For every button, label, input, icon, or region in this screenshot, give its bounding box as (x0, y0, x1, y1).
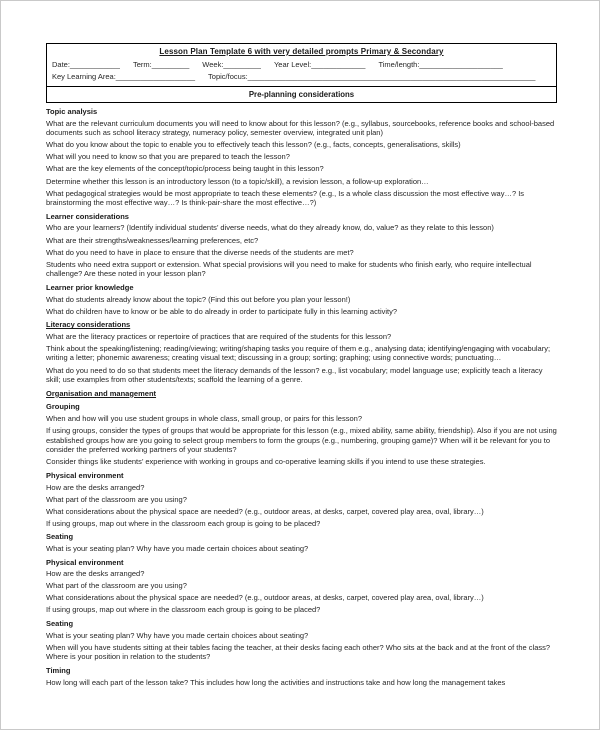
section-organisation-and-management (46, 389, 557, 399)
header-field: Key Learning Area:___________________ (52, 72, 196, 81)
question-paragraph: What is your seating plan? Why have you made certain choices about seating? (46, 543, 309, 553)
question-paragraph: If using groups, consider the types of groups that would be appropriate for this lesson (e.g., mixed ability, same ability, friendship). Also if you are not using established groups how are you going to select group members to form the groups (e.g., numbering, grouping game)? When will it be relevant for you to consider the preferred working partners of your students? (46, 426, 557, 455)
question-paragraph: How are the desks arranged? (46, 482, 145, 492)
question-paragraph: How are the desks arranged? (46, 569, 145, 579)
section-literacy-considerations (46, 320, 557, 385)
question-paragraph: What pedagogical strategies would be most appropriate to teach these elements? (e.g., Is a whole class discussion the most effective way…? Is brainstorming the most effective way…? Is think-pair-share the most effective…?) (46, 188, 525, 208)
section-topic-analysis (46, 107, 557, 208)
question-paragraph: What do you need to have in place to ensure that the diverse needs of the students are met? (46, 247, 354, 257)
question-paragraph: What do you need to do so that students meet the literacy demands of the lesson? e.g., list vocabulary; model language use; explicitly teach a literacy skill; use examples from other students/texts; scaffold the learning of a genre. (46, 365, 543, 385)
question-paragraph: What are the literacy practices or repertoire of practices that are required of the students for this lesson? (46, 331, 392, 341)
section-heading: Physical environment (46, 470, 124, 480)
header-field: Date:____________ (52, 60, 120, 69)
question-paragraph: What are the relevant curriculum documents you will need to know about for this lesson? (e.g., syllabus, sourcebooks, reference books and school-based documents such as school literacy strategy, numeracy policy, semester overview, integrated unit plan) (46, 118, 555, 138)
question-paragraph: What are the key elements of the concept/topic/process being taught in this lesson? (46, 164, 324, 174)
header-field: Term:_________ (132, 60, 190, 69)
section-heading: Literacy considerations (46, 320, 131, 330)
question-paragraph: What will you need to know so that you are prepared to teach the lesson? (46, 152, 290, 162)
sections-container (46, 107, 557, 687)
preplanning-banner-label: Pre-planning considerations (248, 90, 355, 99)
question-paragraph: What part of the classroom are you using? (46, 494, 187, 504)
section-physical-environment (46, 471, 557, 528)
document-title: Lesson Plan Template 6 with very detailed prompts Primary & Secondary (159, 47, 444, 56)
question-paragraph: What part of the classroom are you using? (46, 581, 187, 591)
question-paragraph: If using groups, map out where in the classroom each group is going to be placed? (46, 605, 321, 615)
section-physical-environment (46, 558, 557, 615)
section-heading: Seating (46, 619, 74, 629)
section-timing (46, 666, 557, 687)
section-heading: Timing (46, 665, 71, 675)
header-field: Time/length:____________________ (378, 60, 503, 69)
question-paragraph: Consider things like students’ experience with working in groups and co-operative learning skills if you intend to use these strategies. (46, 457, 486, 467)
header-field: Week:_________ (202, 60, 261, 69)
question-paragraph: What considerations about the physical space are needed? (e.g., outdoor areas, at desks, carpet, covered play area, oval, library…) (46, 506, 484, 516)
section-heading: Grouping (46, 402, 80, 412)
question-paragraph: Students who need extra support or extension. What special provisions will you need to make for students who finish early, who require intellectual challenge? Are these noted in your lesson plan? (46, 259, 532, 279)
preplanning-banner (46, 87, 557, 103)
section-learner-prior-knowledge (46, 283, 557, 316)
question-paragraph: What do you know about the topic to enable you to effectively teach this lesson? (e.g., facts, concepts, generalisations, skills) (46, 140, 461, 150)
section-heading: Topic analysis (46, 107, 98, 116)
question-paragraph: Determine whether this lesson is an introductory lesson (to a topic/skill), a revision lesson, a follow-up exploration… (46, 176, 429, 186)
question-paragraph: How long will each part of the lesson take? This includes how long the activities and instructions take and how long the management takes (46, 677, 506, 687)
section-heading: Organisation and management (46, 388, 157, 398)
document-content (46, 43, 557, 690)
question-paragraph: What is your seating plan? Why have you made certain choices about seating? (46, 630, 309, 640)
section-seating (46, 532, 557, 553)
section-seating (46, 619, 557, 662)
question-paragraph: When and how will you use student groups in whole class, small group, or pairs for this lesson? (46, 413, 362, 423)
header-field: Topic/focus:_____________________________________________________________________ (208, 72, 536, 81)
header-field-row-1 (52, 59, 551, 71)
section-learner-considerations (46, 212, 557, 279)
question-paragraph: What do students already know about the topic? (Find this out before you plan your lesson!) (46, 294, 351, 304)
question-paragraph: Think about the speaking/listening; reading/viewing; writing/shaping tasks you require of them e.g., analysing data; identifying/engaging with vocabulary; writing a letter; phonemic awareness; creating visual text; discussing in a group; sorting; graphing; using connective words; punctuating… (46, 343, 551, 363)
question-paragraph: If using groups, map out where in the classroom each group is going to be placed? (46, 518, 321, 528)
question-paragraph: Who are your learners? (Identify individual students’ diverse needs, what do they already know, do, value? as they relate to this lesson) (46, 223, 494, 233)
question-paragraph: What considerations about the physical space are needed? (e.g., outdoor areas, at desks, carpet, covered play area, oval, library…) (46, 593, 484, 603)
question-paragraph: What are their strengths/weaknesses/learning preferences, etc? (46, 235, 259, 245)
question-paragraph: What do children have to know or be able to do already in order to participate fully in this learning activity? (46, 306, 398, 316)
header-field: Year Level:_____________ (273, 60, 366, 69)
section-grouping (46, 402, 557, 467)
header-box (46, 43, 557, 87)
section-heading: Learner considerations (46, 211, 129, 221)
question-paragraph: When will you have students sitting at their tables facing the teacher, at their desks facing each other? Who sits at the back and at the front of the class? Where is your position in relation to the students? (46, 642, 551, 662)
section-heading: Learner prior knowledge (46, 282, 134, 292)
section-heading: Seating (46, 532, 74, 542)
section-heading: Physical environment (46, 557, 124, 567)
header-field-row-2 (52, 71, 551, 83)
